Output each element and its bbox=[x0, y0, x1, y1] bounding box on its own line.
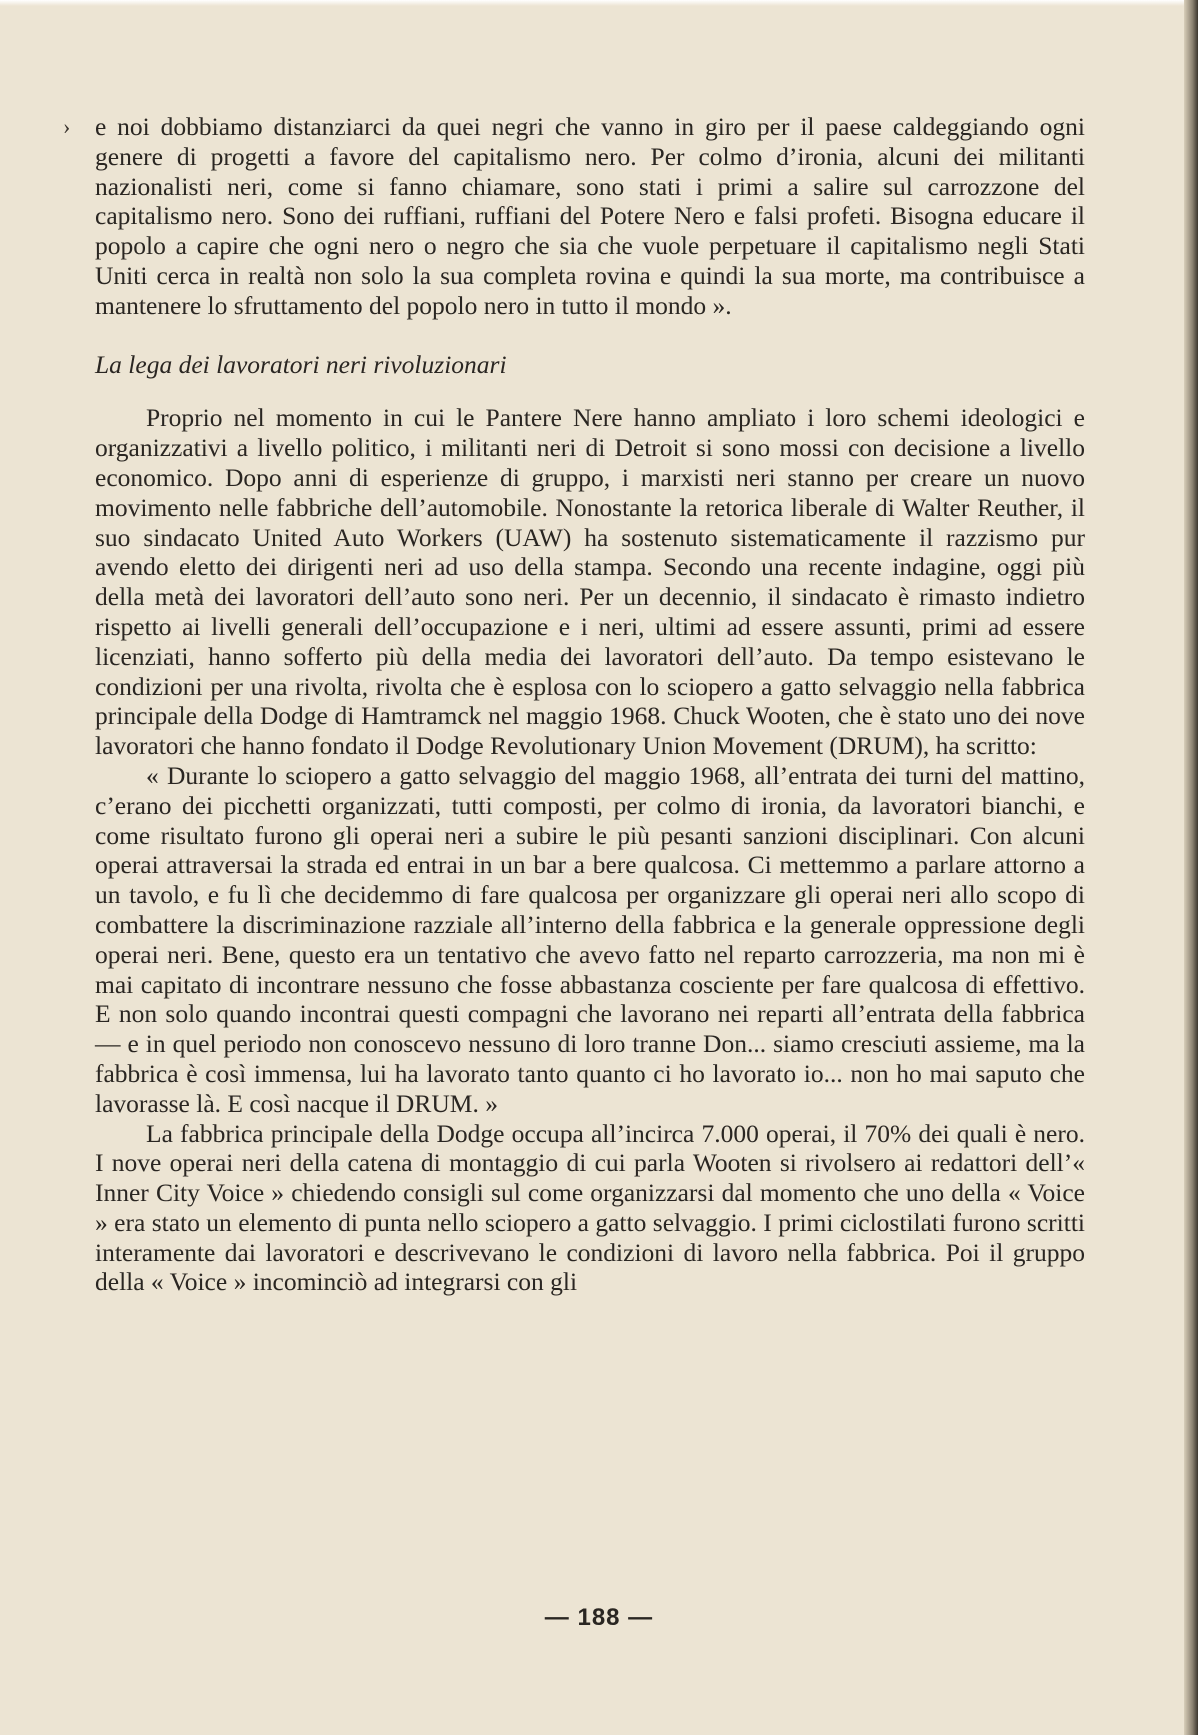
page-binding-edge bbox=[1184, 0, 1198, 1735]
page-body bbox=[63, 112, 1085, 1297]
paragraph-1-text: e noi dobbiamo distanziarci da quei negri che vanno in giro per il paese caldeggiando ogni genere di progetti a favore del capitalismo nero. Per colmo d’ironia, alcuni dei militanti nazionalisti neri, come si fanno chiamare, sono stati i primi a salire sul carrozzone del capitalismo nero. Sono dei ruffiani, ruffiani del Potere Nero e falsi profeti. Bisogna educare il popolo a capire che ogni nero o negro che sia che vuole perpetuare il capitalismo negli Stati Uniti cerca in realtà non solo la sua completa rovina e quindi la sua morte, ma contribuisce a mantenere lo sfruttamento del popolo nero in tutto il mondo ». bbox=[95, 112, 1085, 320]
paragraph-2: Proprio nel momento in cui le Pantere Nere hanno ampliato i loro schemi ideologici e organizzativi a livello politico, i militanti neri di Detroit si sono mossi con decisione a livello economico. Dopo anni di esperienze di gruppo, i marxisti neri stanno per creare un nuovo movimento nelle fabbriche dell’automobile. Nonostante la retorica liberale di Walter Reuther, il suo sindacato United Auto Workers (UAW) ha sostenuto sistematicamente il razzismo pur avendo eletto dei dirigenti neri ad uso della stampa. Secondo una recente indagine, oggi più della metà dei lavoratori dell’auto sono neri. Per un decennio, il sindacato è rimasto indietro rispetto ai livelli generali dell’occupazione e i neri, ultimi ad essere assunti, primi ad essere licenziati, hanno sofferto più della media dei lavoratori dell’auto. Da tempo esistevano le condizioni per una rivolta, rivolta che è esplosa con lo sciopero a gatto selvaggio nella fabbrica principale della Dodge di Hamtramck nel maggio 1968. Chuck Wooten, che è stato uno dei nove lavoratori che hanno fondato il Dodge Revolutionary Union Movement (DRUM), ha scritto: bbox=[95, 403, 1085, 761]
paragraph-3-quote: « Durante lo sciopero a gatto selvaggio del maggio 1968, all’entrata dei turni del mattino, c’erano dei picchetti organizzati, tutti composti, per colmo di ironia, da lavoratori bianchi, e come risultato furono gli operai neri a subire le più pesanti sanzioni disciplinari. Con alcuni operai attraversai la strada ed entrai in un bar a bere qualcosa. Ci mettemmo a parlare attorno a un tavolo, e fu lì che decidemmo di fare qualcosa per organizzare gli operai neri allo scopo di combattere la discriminazione razziale all’interno della fabbrica e la generale oppressione degli operai neri. Bene, questo era un tentativo che avevo fatto nel reparto carrozzeria, ma non mi è mai capitato di incontrare nessuno che fosse abbastanza cosciente per fare qualcosa di effettivo. E non solo quando incontrai questi compagni che lavorano nei reparti all’entrata della fabbrica — e in quel periodo non conoscevo nessuno di loro tranne Don... siamo cresciuti assieme, ma la fabbrica è così immensa, lui ha lavorato tanto quanto ci ho lavorato io... non ho mai saputo che lavorasse là. E così nacque il DRUM. » bbox=[95, 760, 1085, 1118]
paragraph-4: La fabbrica principale della Dodge occupa all’incirca 7.000 operai, il 70% dei quali è nero. I nove operai neri della catena di montaggio di cui parla Wooten si rivolsero ai redattori dell’« Inner City Voice » chiedendo consigli sul come organizzarsi dal momento che uno della « Voice » era stato un elemento di punta nello sciopero a gatto selvaggio. I primi ciclostilati furono scritti interamente dai lavoratori e descrivevano le condizioni di lavoro nella fabbrica. Poi il gruppo della « Voice » incominciò ad integrarsi con gli bbox=[95, 1118, 1085, 1297]
paragraph-continuation bbox=[63, 112, 1085, 321]
page-top-edge bbox=[0, 0, 1198, 6]
section-heading: La lega dei lavoratori neri rivoluzionari bbox=[95, 349, 507, 379]
page-number: — 188 — bbox=[544, 1604, 654, 1631]
stray-mark: › bbox=[63, 114, 71, 139]
